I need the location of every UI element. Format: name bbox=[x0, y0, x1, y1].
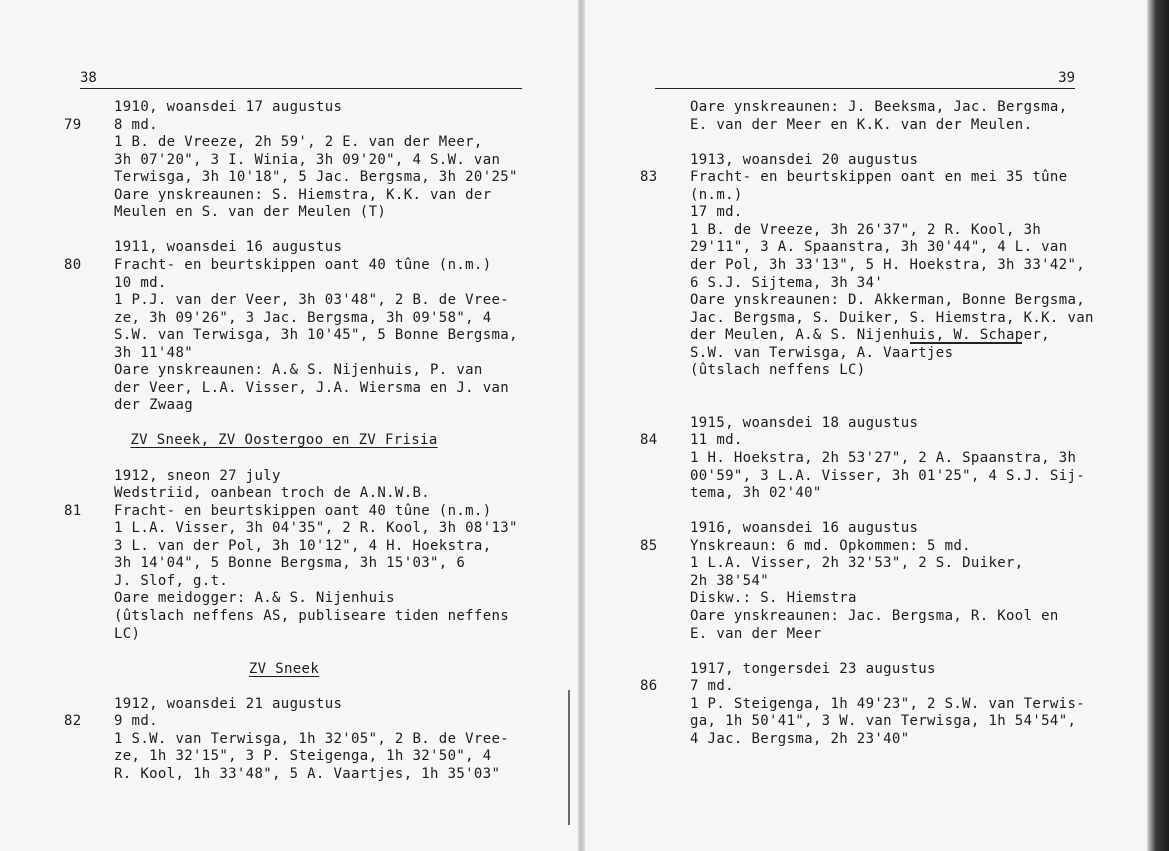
line-text: 4 Jac. Bergsma, 2h 23'40" bbox=[690, 730, 910, 747]
text-line bbox=[64, 98, 504, 116]
left-page-header bbox=[80, 70, 522, 89]
line-text: 3h 14'04", 5 Bonne Bergsma, 3h 15'03", 6 bbox=[114, 555, 466, 572]
race-number: 81 bbox=[64, 502, 82, 519]
line-text: 8 md. bbox=[114, 116, 158, 133]
line-text: tema, 3h 02'40" bbox=[690, 485, 822, 502]
text-line bbox=[640, 116, 1080, 134]
line-text: E. van der Meer en K.K. van der Meulen. bbox=[690, 116, 1033, 133]
right-page-number: 39 bbox=[1058, 70, 1075, 86]
text-line bbox=[640, 168, 1080, 186]
race-number: 82 bbox=[64, 713, 82, 730]
race-number: 80 bbox=[64, 256, 82, 273]
line-text: ga, 1h 50'41", 3 W. van Terwisga, 1h 54'54", bbox=[690, 713, 1077, 730]
line-text: 1912, sneon 27 july bbox=[114, 467, 281, 484]
text-line bbox=[640, 712, 1080, 730]
text-line bbox=[640, 730, 1080, 748]
line-text: Oare ynskreaunen: A.& S. Nijenhuis, P. van bbox=[114, 362, 483, 379]
line-text: 3 L. van der Pol, 3h 10'12", 4 H. Hoekstra, bbox=[114, 537, 492, 554]
line-text: 1 L.A. Visser, 3h 04'35", 2 R. Kool, 3h 08'13" bbox=[114, 520, 518, 537]
line-text: ze, 3h 09'26", 3 Jac. Bergsma, 3h 09'58", 4 bbox=[114, 309, 492, 326]
gutter-crease bbox=[568, 690, 570, 825]
text-line bbox=[64, 116, 504, 134]
text-line bbox=[640, 238, 1080, 256]
line-text: (ûtslach neffens LC) bbox=[690, 362, 866, 379]
line-text: 1917, tongersdei 23 augustus bbox=[690, 660, 936, 677]
text-line bbox=[640, 642, 1080, 660]
line-text: 1 L.A. Visser, 2h 32'53", 2 S. Duiker, bbox=[690, 555, 1024, 572]
right-page-header bbox=[655, 70, 1075, 89]
text-line bbox=[64, 589, 504, 607]
text-line bbox=[640, 677, 1080, 695]
text-line bbox=[64, 151, 504, 169]
text-line bbox=[64, 677, 504, 695]
text-line bbox=[64, 449, 504, 467]
line-text: R. Kool, 1h 33'48", 5 A. Vaartjes, 1h 35'03" bbox=[114, 765, 501, 782]
text-line bbox=[640, 625, 1080, 643]
text-line bbox=[640, 502, 1080, 520]
text-line bbox=[64, 625, 504, 643]
text-line bbox=[64, 186, 504, 204]
line-text: 17 md. bbox=[690, 204, 743, 221]
heading-text: ZV Sneek bbox=[248, 660, 320, 677]
line-text: 7 md. bbox=[690, 678, 734, 695]
line-text: Oare ynskreaunen: Jac. Bergsma, R. Kool en bbox=[690, 607, 1059, 624]
line-text: 1910, woansdei 17 augustus bbox=[114, 99, 343, 115]
line-text: Diskw.: S. Hiemstra bbox=[690, 590, 857, 607]
text-line bbox=[64, 695, 504, 713]
line-text: 1913, woansdei 20 augustus bbox=[690, 151, 919, 168]
line-text: 6 S.J. Sijtema, 3h 34' bbox=[690, 274, 884, 291]
line-text: Fracht- en beurtskippen oant 40 tûne (n.m.) bbox=[114, 256, 492, 273]
text-line bbox=[64, 361, 504, 379]
section-heading bbox=[64, 660, 504, 678]
section-heading bbox=[64, 431, 504, 449]
line-text: ze, 1h 32'15", 3 P. Steigenga, 1h 32'50", 4 bbox=[114, 748, 492, 765]
text-line bbox=[64, 747, 504, 765]
text-line bbox=[640, 695, 1086, 713]
text-line bbox=[640, 309, 1094, 327]
text-line bbox=[640, 414, 1080, 432]
text-line bbox=[64, 396, 504, 414]
text-line bbox=[64, 379, 510, 397]
race-number: 86 bbox=[640, 678, 658, 695]
text-line bbox=[640, 133, 1080, 151]
book-gutter bbox=[578, 0, 585, 851]
race-number: 85 bbox=[640, 537, 658, 554]
line-text: 2h 38'54" bbox=[690, 572, 770, 589]
text-line bbox=[64, 642, 504, 660]
line-text: E. van der Meer bbox=[690, 625, 822, 642]
line-text: 1916, woansdei 16 augustus bbox=[690, 520, 919, 537]
text-line bbox=[64, 765, 504, 783]
text-line bbox=[64, 309, 504, 327]
text-line bbox=[64, 326, 518, 344]
line-text: 29'11", 3 A. Spaanstra, 3h 30'44", 4 L. van bbox=[690, 239, 1068, 256]
text-line bbox=[64, 168, 518, 186]
line-text: Fracht- en beurtskippen oant en mei 35 tûne bbox=[690, 169, 1068, 186]
line-text: der Pol, 3h 33'13", 5 H. Hoekstra, 3h 33'42", bbox=[690, 256, 1086, 273]
text-line bbox=[64, 291, 510, 309]
text-line bbox=[640, 326, 1080, 344]
text-line bbox=[64, 519, 518, 537]
line-text: 1 B. de Vreeze, 2h 59', 2 E. van der Meer, bbox=[114, 134, 483, 151]
heading-text: ZV Sneek, ZV Oostergoo en ZV Frisia bbox=[130, 432, 438, 449]
line-text: 1912, woansdei 21 augustus bbox=[114, 695, 343, 712]
line-text: 3h 07'20", 3 I. Winia, 3h 09'20", 4 S.W. van bbox=[114, 151, 501, 168]
text-line bbox=[64, 730, 510, 748]
line-text: der Meulen, A.& S. Nijenhuis, W. Schaper, bbox=[690, 327, 1050, 344]
text-line bbox=[640, 221, 1080, 239]
text-line bbox=[64, 502, 504, 520]
line-text: Jac. Bergsma, S. Duiker, S. Hiemstra, K.K. van bbox=[690, 309, 1094, 326]
text-line bbox=[64, 344, 504, 362]
text-line bbox=[64, 712, 504, 730]
line-text: 1915, woansdei 18 augustus bbox=[690, 414, 919, 431]
line-text: S.W. van Terwisga, 3h 10'45", 5 Bonne Bergsma, bbox=[114, 327, 518, 344]
text-line bbox=[640, 361, 1080, 379]
line-text: 1 P. Steigenga, 1h 49'23", 2 S.W. van Terwis- bbox=[690, 695, 1086, 712]
line-text: 00'59", 3 L.A. Visser, 3h 01'25", 4 S.J. Sij- bbox=[690, 467, 1086, 484]
text-line bbox=[64, 537, 504, 555]
line-text: Ynskreaun: 6 md. Opkommen: 5 md. bbox=[690, 537, 971, 554]
line-text: der Veer, L.A. Visser, J.A. Wiersma en J. van bbox=[114, 379, 510, 396]
race-number: 84 bbox=[640, 432, 658, 449]
text-line bbox=[64, 572, 504, 590]
line-text: 3h 11'48" bbox=[114, 344, 194, 361]
text-line bbox=[640, 467, 1086, 485]
text-line bbox=[64, 274, 504, 292]
text-line bbox=[64, 256, 504, 274]
text-line bbox=[640, 607, 1080, 625]
text-line bbox=[640, 186, 1080, 204]
text-line bbox=[64, 203, 504, 221]
text-line bbox=[640, 449, 1080, 467]
race-number: 83 bbox=[640, 169, 658, 186]
line-text: 9 md. bbox=[114, 713, 158, 730]
heading-wrapper bbox=[64, 660, 504, 678]
line-text: Terwisga, 3h 10'18", 5 Jac. Bergsma, 3h 20'25" bbox=[114, 169, 518, 186]
line-text: der Zwaag bbox=[114, 397, 194, 414]
text-line bbox=[64, 484, 504, 502]
line-text: Wedstriid, oanbean troch de A.N.W.B. bbox=[114, 485, 431, 502]
text-line bbox=[640, 660, 1080, 678]
line-text: 1 B. de Vreeze, 3h 26'37", 2 R. Kool, 3h bbox=[690, 221, 1042, 238]
line-text: Meulen en S. van der Meulen (T) bbox=[114, 204, 387, 221]
text-line bbox=[64, 554, 504, 572]
line-text: 11 md. bbox=[690, 432, 743, 449]
line-text: 1911, woansdei 16 augustus bbox=[114, 239, 343, 256]
text-line bbox=[64, 238, 504, 256]
line-text: 1 H. Hoekstra, 2h 53'27", 2 A. Spaanstra, 3h bbox=[690, 450, 1077, 466]
text-line bbox=[640, 274, 1080, 292]
line-text: S.W. van Terwisga, A. Vaartjes bbox=[690, 344, 954, 361]
text-line bbox=[640, 98, 1080, 116]
line-text: Oare ynskreaunen: S. Hiemstra, K.K. van der bbox=[114, 186, 492, 203]
text-line bbox=[640, 431, 1080, 449]
text-line bbox=[640, 256, 1086, 274]
text-line bbox=[640, 519, 1080, 537]
line-text: LC) bbox=[114, 625, 141, 642]
text-line bbox=[640, 344, 1080, 362]
text-line bbox=[640, 554, 1080, 572]
scan-edge-shadow bbox=[1147, 0, 1169, 851]
line-text: (ûtslach neffens AS, publiseare tiden neffens bbox=[114, 607, 510, 624]
text-line bbox=[640, 589, 1080, 607]
line-text: Oare ynskreaunen: D. Akkerman, Bonne Bergsma, bbox=[690, 292, 1086, 309]
text-line bbox=[640, 484, 1080, 502]
text-line bbox=[64, 414, 504, 432]
line-text: 10 md. bbox=[114, 274, 167, 291]
text-line bbox=[640, 291, 1086, 309]
line-text: 1 S.W. van Terwisga, 1h 32'05", 2 B. de Vree- bbox=[114, 730, 510, 747]
line-text: J. Slof, g.t. bbox=[114, 572, 229, 589]
line-text: Oare ynskreaunen: J. Beeksma, Jac. Bergsma, bbox=[690, 99, 1068, 115]
text-line bbox=[640, 396, 1080, 414]
heading-wrapper bbox=[64, 431, 504, 449]
text-line bbox=[640, 379, 1080, 397]
text-line bbox=[64, 133, 504, 151]
text-line bbox=[64, 467, 504, 485]
text-line bbox=[64, 221, 504, 239]
line-text: Oare meidogger: A.& S. Nijenhuis bbox=[114, 590, 395, 607]
race-number: 79 bbox=[64, 116, 82, 133]
text-line bbox=[640, 203, 1080, 221]
text-line bbox=[64, 607, 510, 625]
left-page-number: 38 bbox=[80, 70, 97, 86]
line-text: Fracht- en beurtskippen oant 40 tûne (n.m.) bbox=[114, 502, 492, 519]
text-line bbox=[640, 151, 1080, 169]
line-text: 1 P.J. van der Veer, 3h 03'48", 2 B. de Vree- bbox=[114, 292, 510, 309]
text-line bbox=[640, 572, 1080, 590]
line-text: (n.m.) bbox=[690, 186, 743, 203]
text-line bbox=[640, 537, 1080, 555]
